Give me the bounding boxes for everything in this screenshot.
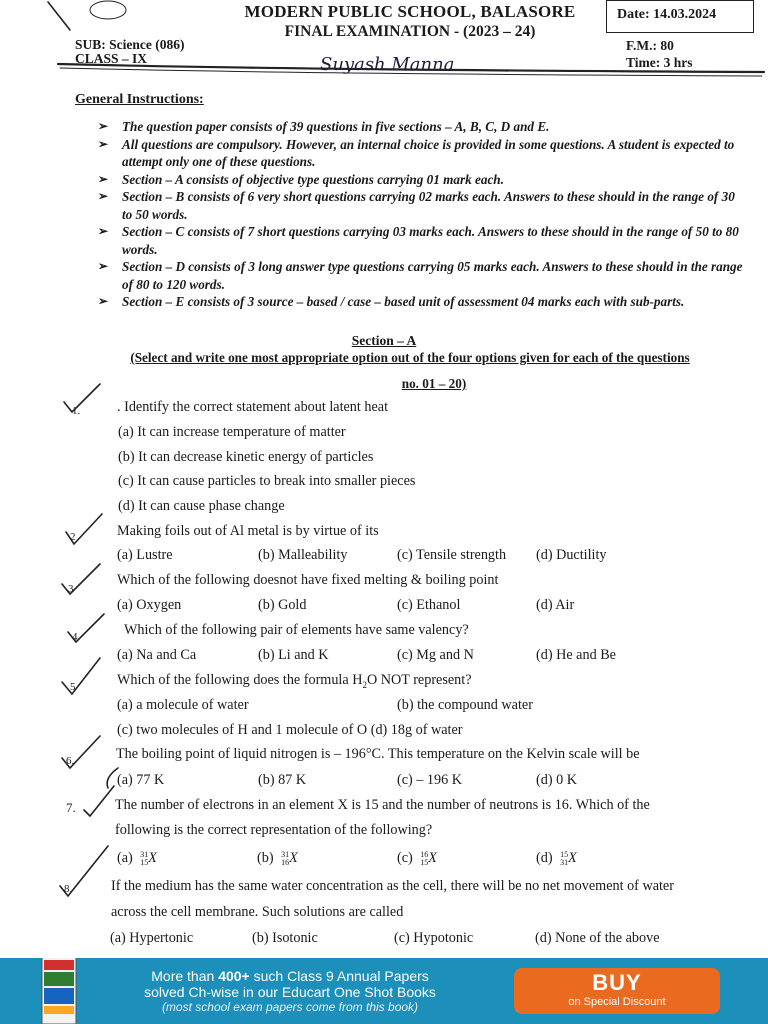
q1-option-d: (d) It can cause phase change bbox=[118, 498, 285, 514]
q7-option-d: (d) 15 31X bbox=[536, 849, 577, 867]
q6-hand-number: 6. bbox=[66, 755, 75, 767]
q3-option-d: (d) Air bbox=[536, 597, 575, 613]
q6-text: The boiling point of liquid nitrogen is – 196°C. This temperature on the Kelvin scale will be bbox=[116, 746, 640, 762]
buy-label: BUY bbox=[592, 970, 642, 995]
q8-option-c: (c) Hypotonic bbox=[394, 930, 474, 946]
subject-label: SUB: Science (086) bbox=[75, 37, 185, 52]
q5-option-b: (b) the compound water bbox=[397, 697, 533, 713]
q3-text: Which of the following doesnot have fixed melting & boiling point bbox=[117, 572, 499, 588]
q7-text-1: The number of electrons in an element X is 15 and the number of neutrons is 16. Which of the bbox=[115, 797, 650, 813]
q6-option-a: (a) 77 K bbox=[117, 772, 165, 788]
q4-hand-number: 4 bbox=[72, 631, 78, 643]
q8-option-d: (d) None of the above bbox=[535, 930, 660, 946]
q8-option-a: (a) Hypertonic bbox=[110, 930, 194, 946]
q3-option-a: (a) Oxygen bbox=[117, 597, 182, 613]
q6-option-b: (b) 87 K bbox=[258, 772, 307, 788]
q2-option-d: (d) Ductility bbox=[536, 547, 607, 563]
q2-text: Making foils out of Al metal is by virtue of its bbox=[117, 523, 379, 539]
q1-option-b: (b) It can decrease kinetic energy of particles bbox=[118, 449, 374, 465]
tick-q7 bbox=[84, 786, 114, 816]
q7-option-b: (b) 31 16X bbox=[257, 849, 298, 867]
instruction-item: ➢ Section – C consists of 7 short questions carrying 03 marks each. Answers to these should in the range of 50 to 80 words. bbox=[98, 224, 739, 257]
promo-banner bbox=[0, 958, 768, 1024]
instruction-item: ➢ Section – A consists of objective type questions carrying 01 mark each. bbox=[98, 171, 504, 187]
arrow-bullet-icon: ➢ bbox=[98, 119, 109, 133]
q2-hand-number: 2 bbox=[70, 531, 76, 543]
exam-name: FINAL EXAMINATION - (2023 – 24) bbox=[284, 23, 536, 40]
arrow-bullet-icon: ➢ bbox=[98, 136, 109, 151]
school-emblem bbox=[90, 1, 126, 19]
arrow-bullet-icon: ➢ bbox=[98, 259, 109, 273]
buy-discount-label: on Special Discount bbox=[568, 996, 666, 1008]
tick-q5 bbox=[62, 658, 100, 694]
section-a-instruction: (Select and write one most appropriate option out of the four options given for each of the questions bbox=[130, 350, 690, 365]
instruction-item: ➢ Section – D consists of 3 long answer type questions carrying 05 marks each. Answers to these should in the range of 80 to 120 words. bbox=[98, 259, 743, 292]
q3-hand-number: 3 bbox=[68, 583, 74, 595]
q2-option-c: (c) Tensile strength bbox=[397, 547, 507, 563]
q7-option-a: (a) 31 15X bbox=[117, 849, 157, 867]
q1-text: . Identify the correct statement about latent heat bbox=[117, 399, 389, 415]
q1-hand-number: 1. bbox=[72, 405, 81, 417]
q4-option-a: (a) Na and Ca bbox=[117, 647, 197, 663]
q6-option-d: (d) 0 K bbox=[536, 772, 577, 788]
instruction-item: ➢ Section – E consists of 3 source – based / case – based unit of assessment 04 marks each with sub-parts. bbox=[98, 294, 685, 309]
promo-line-2: solved Ch-wise in our Educart One Shot Books bbox=[144, 984, 436, 1000]
exam-header bbox=[200, 2, 620, 41]
q5-hand-number: 5 bbox=[70, 681, 76, 693]
q6-option-c: (c) – 196 K bbox=[397, 772, 463, 788]
class-label: CLASS – IX bbox=[75, 51, 148, 66]
q8-option-b: (b) Isotonic bbox=[252, 930, 318, 946]
arrow-bullet-icon: ➢ bbox=[98, 189, 109, 203]
q4-option-c: (c) Mg and N bbox=[397, 647, 474, 663]
corner-stroke bbox=[48, 2, 70, 30]
instructions-title: General Instructions: bbox=[75, 92, 204, 107]
arrow-bullet-icon: ➢ bbox=[98, 224, 109, 238]
instruction-item: ➢ All questions are compulsory. However, an internal choice is provided in some questions. A student is expected to attempt only one of these questions. bbox=[98, 136, 735, 169]
exam-time: Time: 3 hrs bbox=[626, 55, 693, 70]
promo-line-1: More than 400+ such Class 9 Annual Papers bbox=[151, 968, 429, 984]
school-name: MODERN PUBLIC SCHOOL, BALASORE bbox=[244, 2, 576, 21]
q8-text-2: across the cell membrane. Such solutions are called bbox=[111, 904, 404, 920]
q4-option-d: (d) He and Be bbox=[536, 647, 616, 663]
instructions-list bbox=[98, 118, 748, 311]
q5-option-c-d: (c) two molecules of H and 1 molecule of O (d) 18g of water bbox=[117, 722, 463, 738]
promo-line-3: (most school exam papers come from this book) bbox=[161, 1000, 419, 1014]
q7-number: 7. bbox=[66, 800, 76, 815]
q3-option-b: (b) Gold bbox=[258, 597, 307, 613]
student-signature: Suyash Manna bbox=[320, 54, 455, 75]
q4-option-b: (b) Li and K bbox=[258, 647, 329, 663]
q4-text: Which of the following pair of elements have same valency? bbox=[124, 622, 469, 638]
q1-option-a: (a) It can increase temperature of matter bbox=[118, 424, 346, 440]
instruction-item: ➢ The question paper consists of 39 questions in five sections – A, B, C, D and E. bbox=[98, 119, 550, 134]
section-a-title: Section – A bbox=[351, 333, 417, 348]
arrow-bullet-icon: ➢ bbox=[98, 171, 109, 186]
q5-option-a: (a) a molecule of water bbox=[117, 697, 249, 713]
q7-text-2: following is the correct representation of the following? bbox=[115, 822, 433, 838]
full-marks: F.M.: 80 bbox=[626, 38, 674, 53]
section-a-range: no. 01 – 20) bbox=[401, 376, 467, 391]
q8-hand-number: 8. bbox=[64, 883, 73, 895]
date-box: Date: 14.03.2024 bbox=[606, 0, 754, 33]
q2-option-a: (a) Lustre bbox=[117, 547, 173, 563]
buy-button[interactable] bbox=[514, 968, 720, 1014]
q7-option-c: (c) 16 15X bbox=[397, 849, 437, 867]
q5-text: Which of the following does the formula $H_2O$ NOT represent? bbox=[117, 672, 472, 690]
q2-option-b: (b) Malleability bbox=[258, 547, 348, 563]
book-icon bbox=[40, 958, 78, 1024]
promo-text bbox=[90, 968, 490, 1015]
q8-text-1: If the medium has the same water concentration as the cell, there will be no net movement of water bbox=[111, 878, 674, 894]
arrow-bullet-icon: ➢ bbox=[98, 294, 109, 308]
q3-option-c: (c) Ethanol bbox=[397, 597, 461, 613]
instruction-item: ➢ Section – B consists of 6 very short questions carrying 02 marks each. Answers to these should in the range of 30 to 50 words. bbox=[98, 189, 735, 222]
q1-option-c: (c) It can cause particles to break into smaller pieces bbox=[118, 473, 416, 489]
